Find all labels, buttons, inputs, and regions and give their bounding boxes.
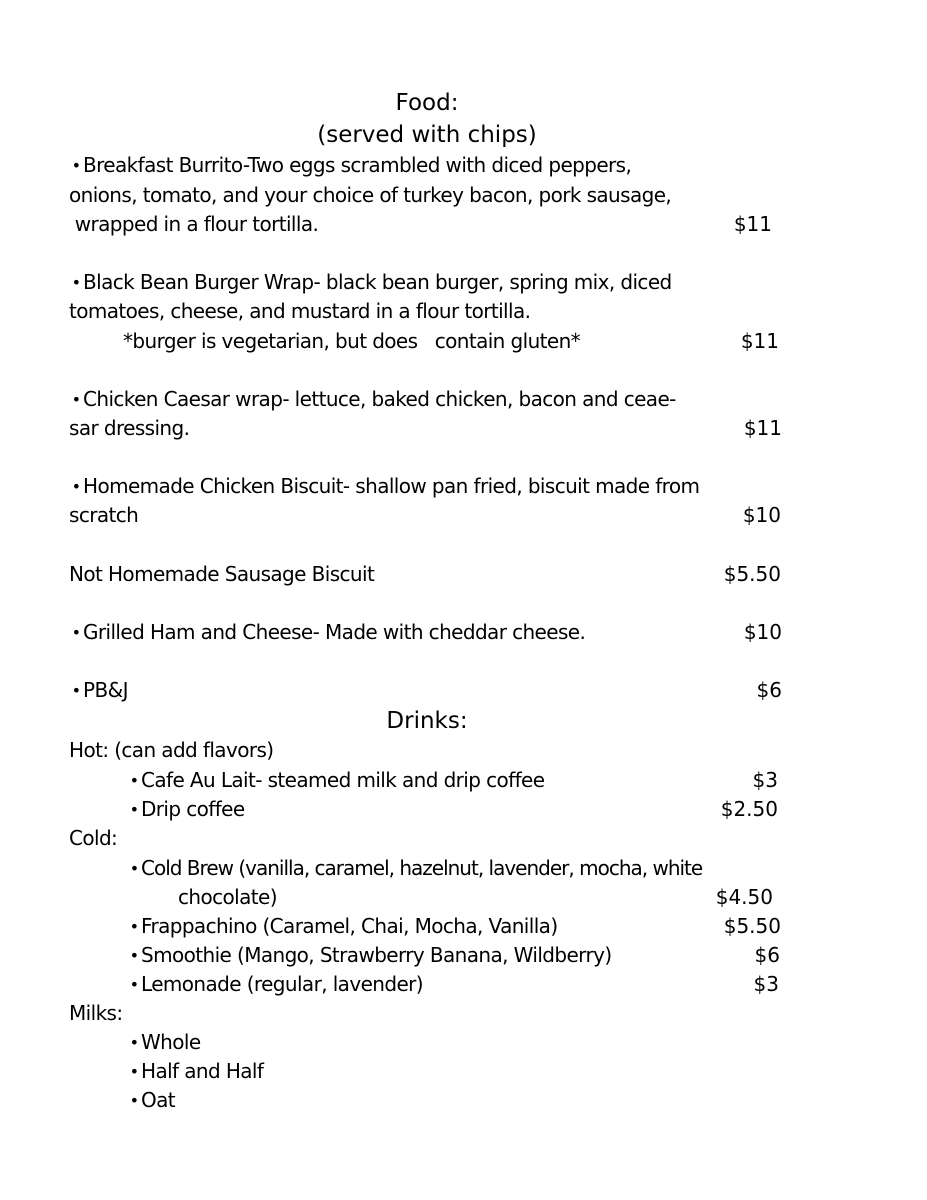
bullet-icon: • <box>71 390 81 409</box>
item-line: Not Homemade Sausage Biscuit <box>69 562 375 586</box>
item-line: • Grilled Ham and Cheese- Made with cheddar cheese. <box>69 619 585 646</box>
drink-name: • Cold Brew (vanilla, caramel, hazelnut, lavender, mocha, white <box>127 855 702 882</box>
bullet-icon: • <box>71 477 81 496</box>
item-line: sar dressing. <box>69 416 190 440</box>
milk-item-half-and-half: • Half and Half <box>127 1058 263 1085</box>
food-heading: Food: <box>395 90 459 116</box>
bullet-icon: • <box>129 946 139 965</box>
bullet-icon: • <box>129 1062 139 1081</box>
item-line: wrapped in a flour tortilla. <box>69 212 319 236</box>
bullet-icon: • <box>129 917 139 936</box>
item-line: onions, tomato, and your choice of turkey bacon, pork sausage, <box>69 183 672 207</box>
item-price: $5.50 <box>723 562 781 586</box>
drink-price: $3 <box>752 768 778 792</box>
drink-price: $6 <box>754 943 780 967</box>
item-price: $11 <box>740 329 779 353</box>
milks-label: Milks: <box>69 1001 123 1025</box>
drink-name: • Lemonade (regular, lavender) <box>127 971 423 998</box>
bullet-icon: • <box>71 273 81 292</box>
drink-name-continued: chocolate) <box>178 885 277 909</box>
drinks-heading: Drinks: <box>386 708 468 734</box>
item-line: scratch <box>69 503 139 527</box>
bullet-icon: • <box>129 859 139 878</box>
bullet-icon: • <box>129 1091 139 1110</box>
drink-price: $4.50 <box>715 885 773 909</box>
drink-price: $3 <box>753 972 779 996</box>
bullet-icon: • <box>71 681 81 700</box>
item-price: $11 <box>743 416 782 440</box>
milk-item-oat: • Oat <box>127 1087 175 1114</box>
item-line: • PB&J <box>69 677 128 704</box>
bullet-icon: • <box>129 800 139 819</box>
drink-price: $5.50 <box>723 914 781 938</box>
cold-drinks-label: Cold: <box>69 826 118 850</box>
item-line: • Black Bean Burger Wrap- black bean burger, spring mix, diced <box>69 269 672 296</box>
bullet-icon: • <box>129 975 139 994</box>
hot-drinks-label: Hot: (can add flavors) <box>69 738 274 762</box>
item-price: $10 <box>743 620 782 644</box>
bullet-icon: • <box>129 771 139 790</box>
item-line: • Chicken Caesar wrap- lettuce, baked chicken, bacon and ceae- <box>69 386 676 413</box>
item-price: $10 <box>742 503 781 527</box>
milk-item-whole: • Whole <box>127 1029 201 1056</box>
bullet-icon: • <box>129 1033 139 1052</box>
item-price: $11 <box>733 212 772 236</box>
drink-name: • Frappachino (Caramel, Chai, Mocha, Vanilla) <box>127 913 558 940</box>
drink-name: • Drip coffee <box>127 796 245 823</box>
drink-price: $2.50 <box>720 797 778 821</box>
bullet-icon: • <box>71 156 81 175</box>
drink-name: • Smoothie (Mango, Strawberry Banana, Wildberry) <box>127 942 612 969</box>
food-subheading: (served with chips) <box>317 122 537 148</box>
item-note: *burger is vegetarian, but does contain gluten* <box>123 329 581 353</box>
item-line: • Breakfast Burrito-Two eggs scrambled with diced peppers, <box>69 152 631 179</box>
drink-name: • Cafe Au Lait- steamed milk and drip coffee <box>127 767 544 794</box>
item-price: $6 <box>756 678 782 702</box>
item-line: • Homemade Chicken Biscuit- shallow pan fried, biscuit made from <box>69 473 699 500</box>
item-line: tomatoes, cheese, and mustard in a flour tortilla. <box>69 299 531 323</box>
bullet-icon: • <box>71 623 81 642</box>
